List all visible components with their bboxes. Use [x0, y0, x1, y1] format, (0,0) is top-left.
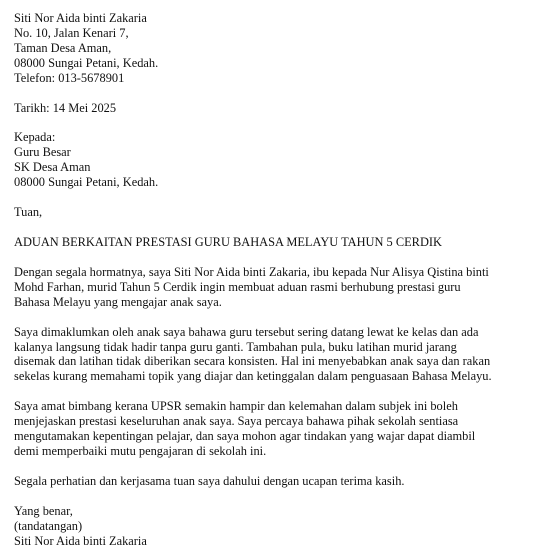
sender-address-line: Taman Desa Aman, [14, 40, 112, 55]
recipient-title: Guru Besar [14, 145, 71, 160]
sender-address [14, 11, 528, 86]
paragraph-line: Mohd Farhan, murid Tahun 5 Cerdik ingin membuat aduan rasmi berhubung prestasi guru [14, 279, 461, 294]
paragraph-line: kalanya langsung tidak hadir tanpa guru ganti. Tambahan pula, buku latihan murid jarang [14, 339, 457, 354]
recipient-address-line: 08000 Sungai Petani, Kedah. [14, 175, 159, 190]
letter [14, 11, 528, 548]
recipient-address [14, 130, 528, 190]
paragraph-4 [14, 474, 528, 489]
sender-address-line: 08000 Sungai Petani, Kedah. [14, 55, 159, 70]
paragraph-2 [14, 325, 528, 385]
subject-heading [14, 235, 528, 250]
closing-text: Yang benar, [14, 503, 73, 518]
paragraph-line: Segala perhatian dan kerjasama tuan saya dahului dengan ucapan terima kasih. [14, 473, 405, 488]
recipient-label: Kepada: [14, 130, 56, 145]
paragraph-line: Bahasa Melayu yang mengajar anak saya. [14, 294, 222, 309]
paragraph-line: Dengan segala hormatnya, saya Siti Nor Aida binti Zakaria, ibu kepada Nur Alisya Qistina binti [14, 264, 489, 279]
closing [14, 504, 528, 549]
salutation [14, 205, 528, 220]
paragraph-1 [14, 265, 528, 310]
signature-placeholder: (tandatangan) [14, 518, 83, 533]
subject-text: ADUAN BERKAITAN PRESTASI GURU BAHASA MELAYU TAHUN 5 CERDIK [14, 234, 442, 249]
paragraph-line: mengutamakan kepentingan pelajar, dan saya mohon agar tindakan yang wajar dapat diambil [14, 429, 476, 444]
signer-name: Siti Nor Aida binti Zakaria [14, 533, 147, 548]
paragraph-line: disemak dan latihan tidak diberikan secara konsisten. Hal ini menyebabkan anak saya dan rakan [14, 354, 491, 369]
date-line: Tarikh: 14 Mei 2025 [14, 100, 117, 115]
salutation-text: Tuan, [14, 205, 43, 220]
paragraph-line: Saya amat bimbang kerana UPSR semakin hampir dan kelemahan dalam subjek ini boleh [14, 399, 458, 414]
paragraph-line: sekelas kurang memahami topik yang diajar dan ketinggalan dalam penguasaan Bahasa Melayu. [14, 369, 492, 384]
sender-address-line: No. 10, Jalan Kenari 7, [14, 25, 129, 40]
sender-phone: Telefon: 013-5678901 [14, 70, 125, 85]
paragraph-line: menjejaskan prestasi keseluruhan anak saya. Saya percaya bahawa pihak sekolah sentiasa [14, 414, 459, 429]
paragraph-3 [14, 399, 528, 459]
sender-name: Siti Nor Aida binti Zakaria [14, 11, 147, 25]
paragraph-line: Saya dimaklumkan oleh anak saya bahawa guru tersebut sering datang lewat ke kelas dan ada [14, 324, 479, 339]
recipient-school: SK Desa Aman [14, 160, 91, 175]
paragraph-line: demi memperbaiki mutu pengajaran di sekolah ini. [14, 443, 267, 458]
letter-date [14, 101, 528, 116]
